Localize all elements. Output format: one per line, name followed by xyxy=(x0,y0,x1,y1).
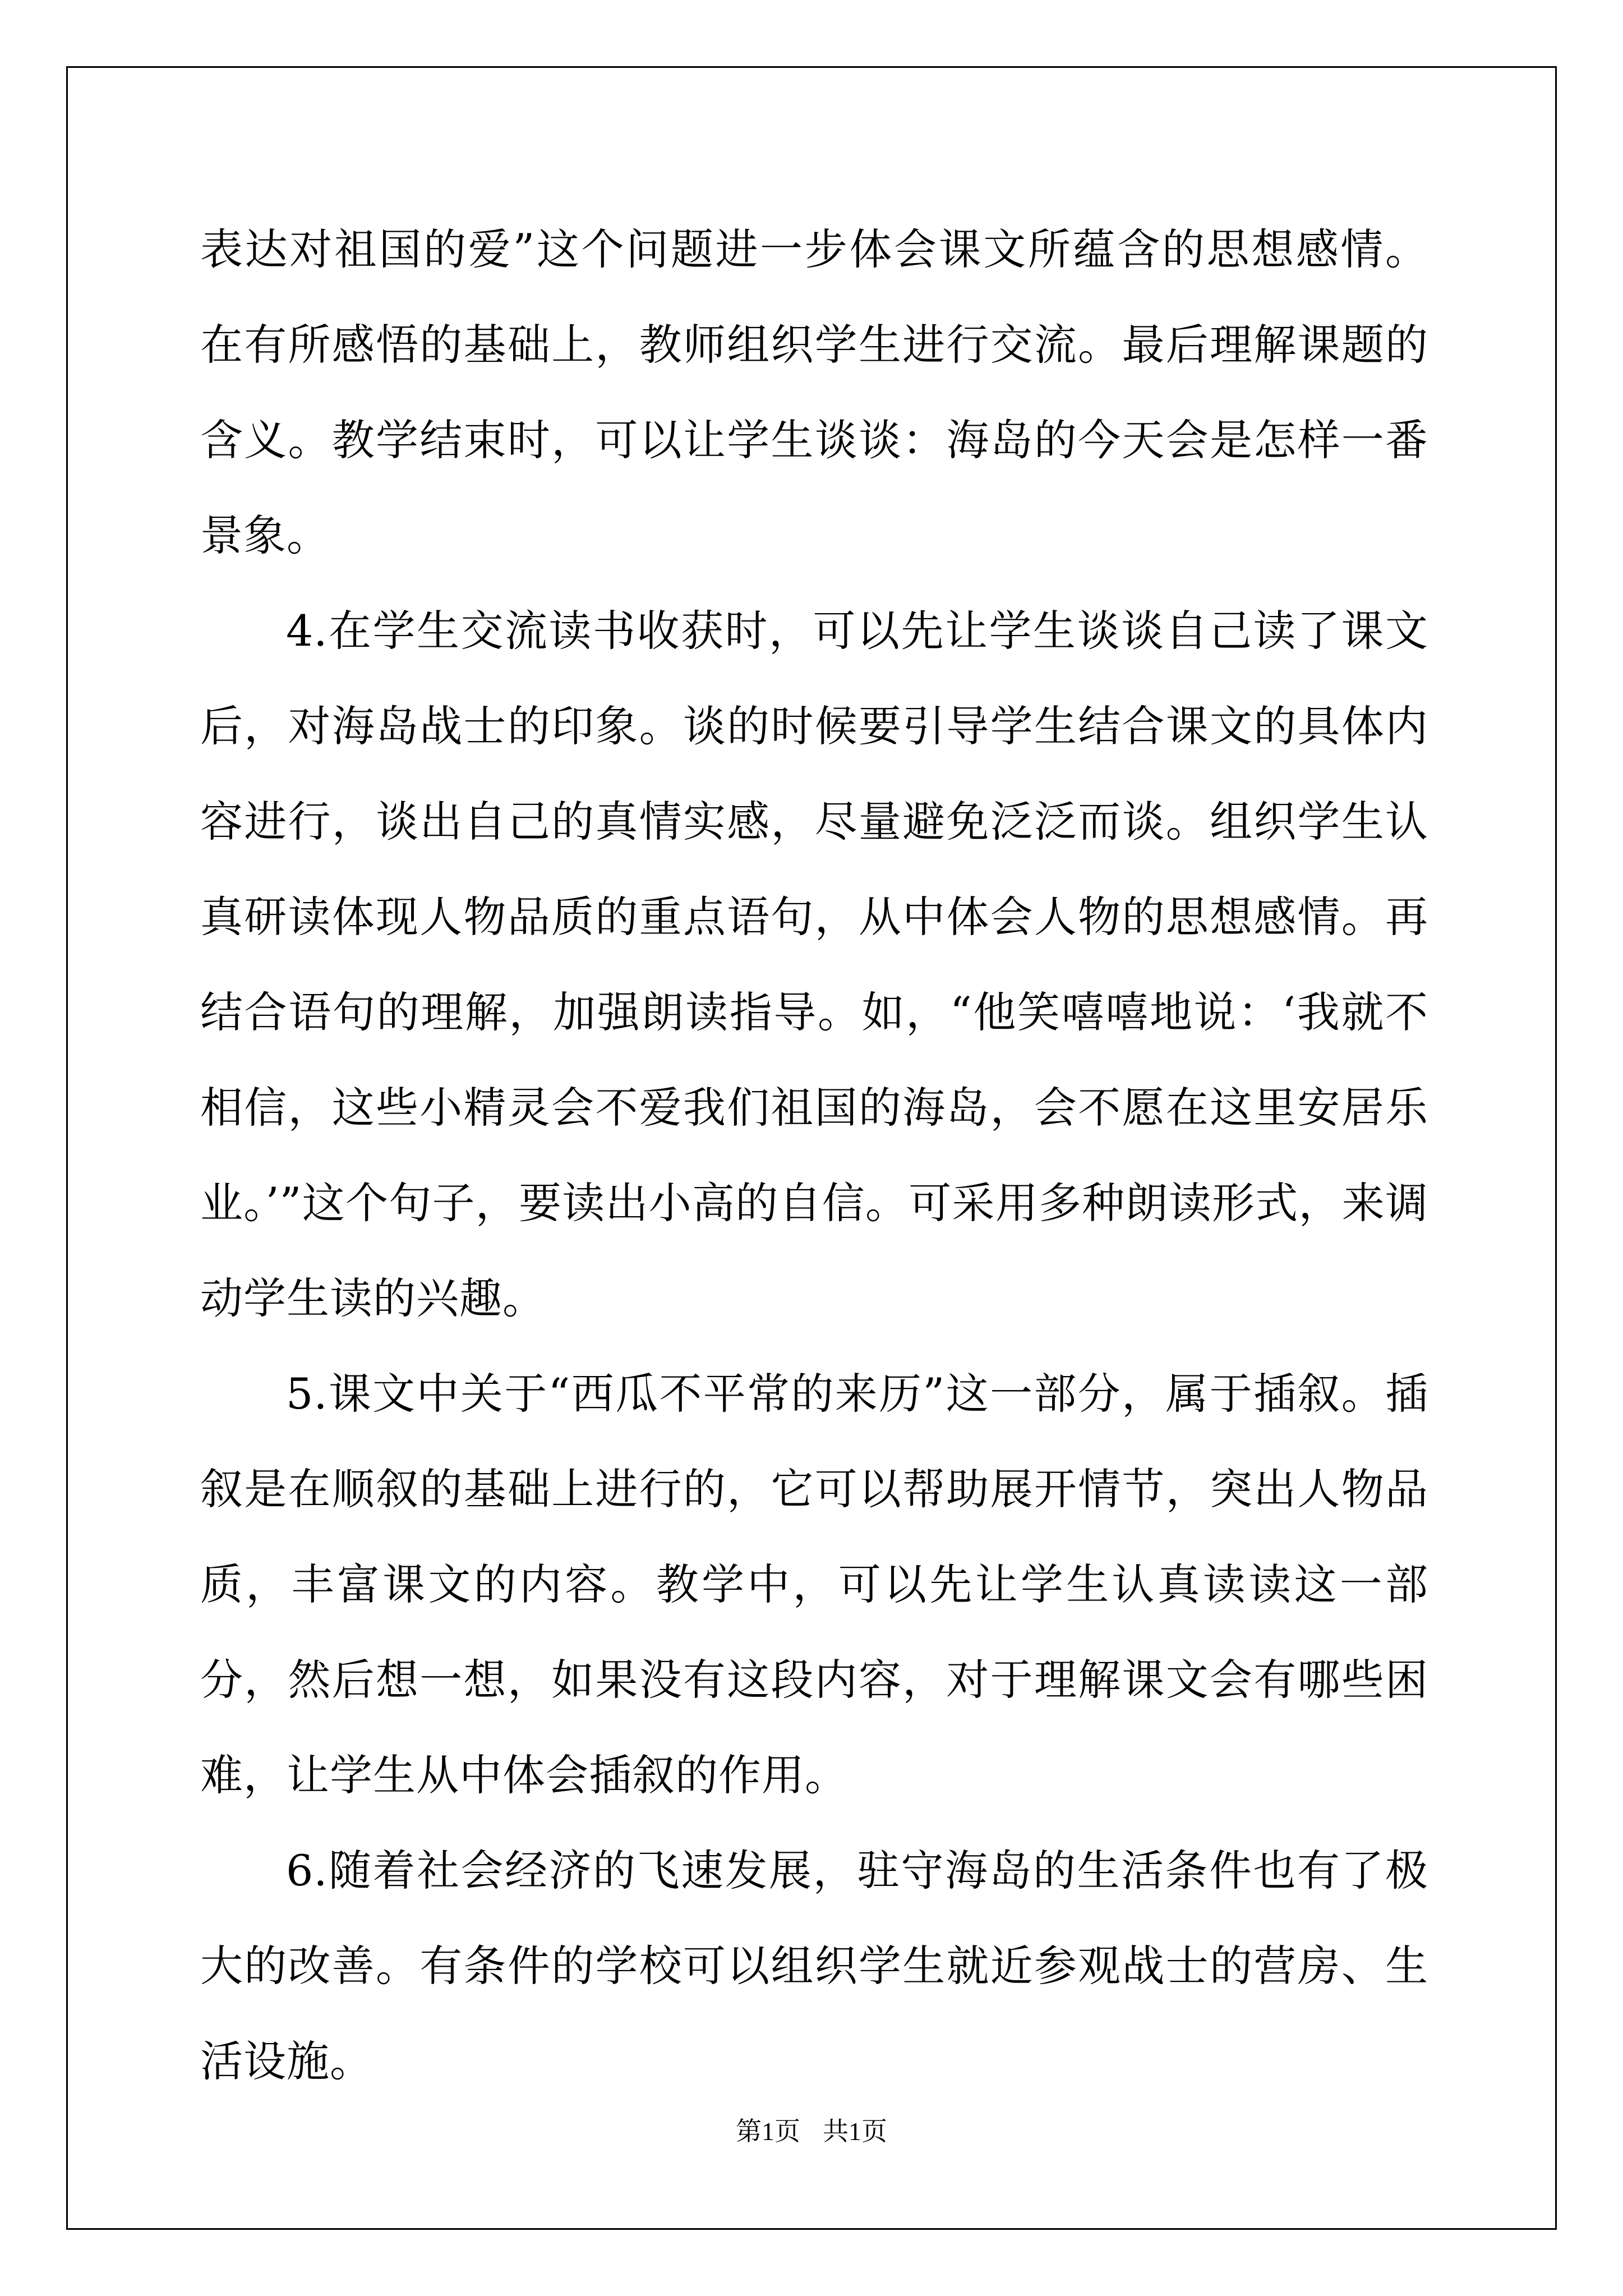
page-total: 共1页 xyxy=(823,2117,887,2146)
document-body xyxy=(200,202,1428,2109)
paragraph-item-5: 5.课文中关于“西瓜不平常的来历”这一部分，属于插叙。插叙是在顺叙的基础上进行的，它可以帮助展开情节，突出人物品质，丰富课文的内容。教学中，可以先让学生认真读读这一部分，然后想一想，如果没有这段内容，对于理解课文会有哪些困难，让学生从中体会插叙的作用。 xyxy=(200,1369,1428,1800)
paragraph-continuation: 表达对祖国的爱”这个问题进一步体会课文所蕴含的思想感情。在有所感悟的基础上，教师组织学生进行交流。最后理解课题的含义。教学结束时，可以让学生谈谈：海岛的今天会是怎样一番景象。 xyxy=(200,224,1428,560)
paragraph-item-4: 4.在学生交流读书收获时，可以先让学生谈谈自己读了课文后，对海岛战士的印象。谈的时候要引导学生结合课文的具体内容进行，谈出自己的真情实感，尽量避免泛泛而谈。组织学生认真研读体现人物品质的重点语句，从中体会人物的思想感情。再结合语句的理解，加强朗读指导。如，“他笑嘻嘻地说：‘我就不相信，这些小精灵会不爱我们祖国的海岛，会不愿在这里安居乐业。’”这个句子，要读出小高的自信。可采用多种朗读形式，来调动学生读的兴趣。 xyxy=(200,606,1428,1323)
page-number: 第1页 xyxy=(736,2117,800,2146)
page-footer xyxy=(0,2115,1623,2148)
paragraph-item-6: 6.随着社会经济的飞速发展，驻守海岛的生活条件也有了极大的改善。有条件的学校可以组织学生就近参观战士的营房、生活设施。 xyxy=(200,1846,1428,2086)
